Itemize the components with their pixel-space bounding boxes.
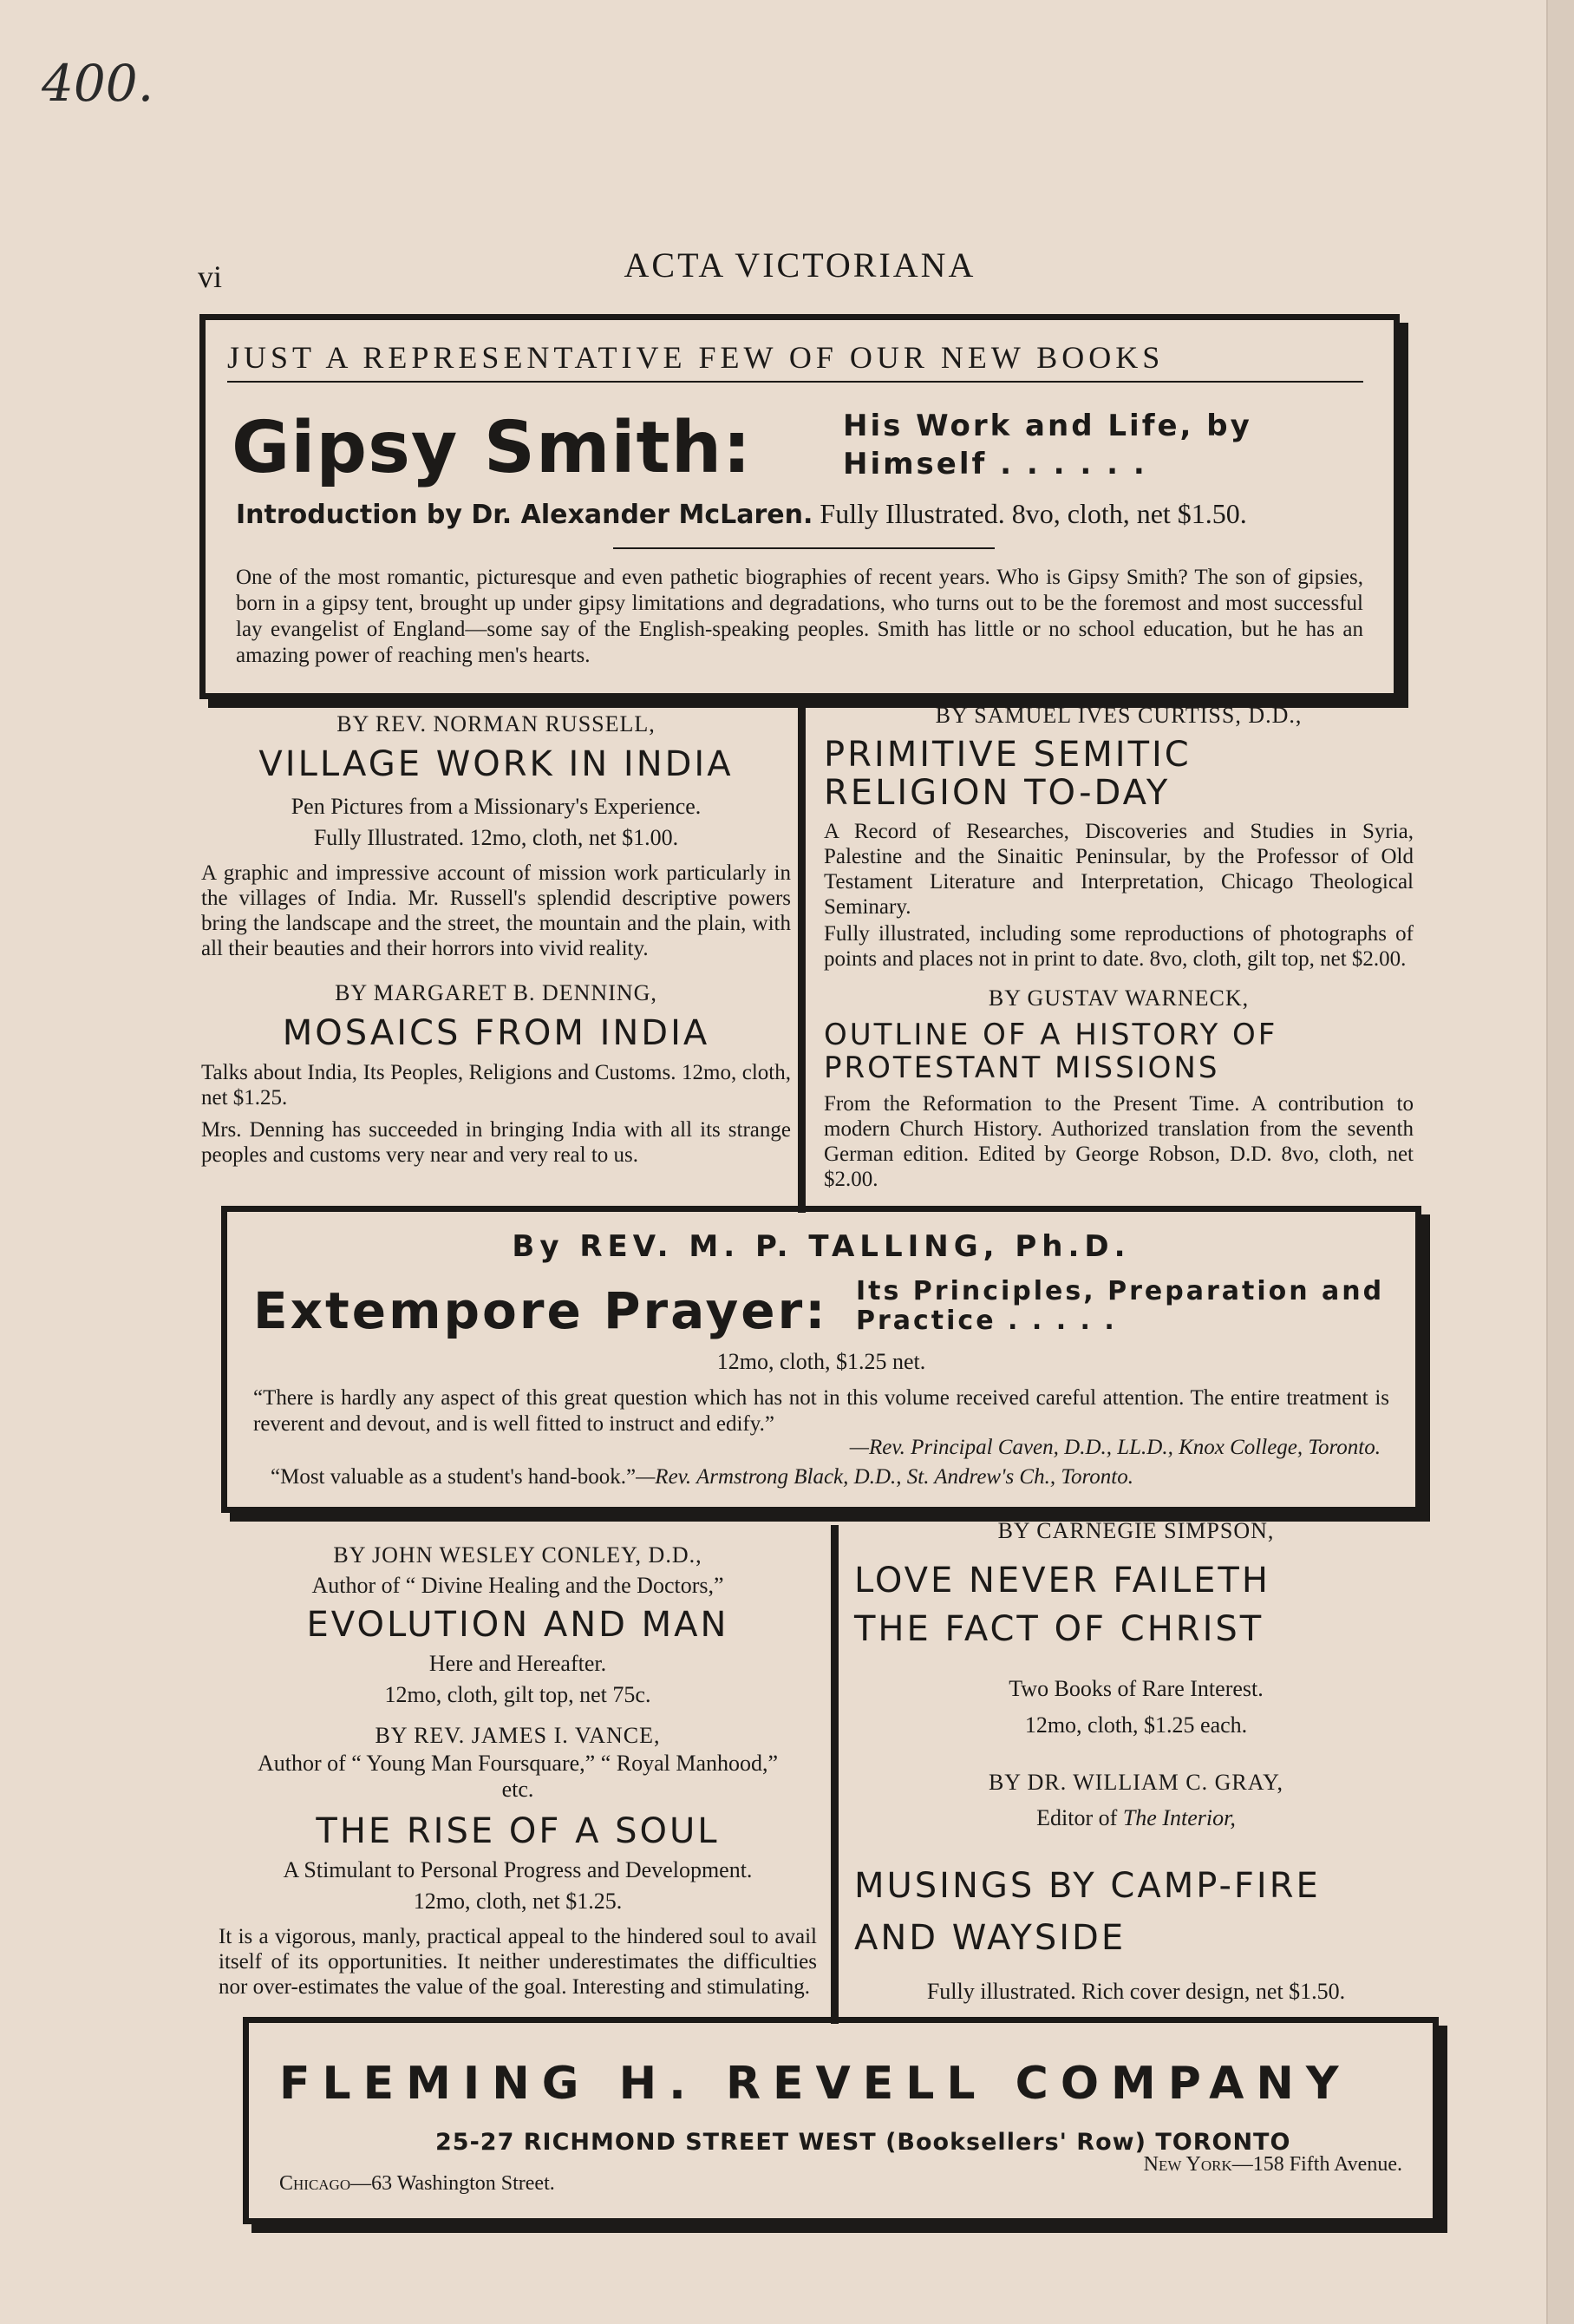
book-subtitle: His Work and Life, by Himself . . . . . .	[843, 409, 1252, 481]
review-attribution: —Rev. Armstrong Black, D.D., St. Andrew's Ch., Toronto.	[636, 1465, 1133, 1489]
book-title-line2: THE FACT OF CHRIST	[854, 1609, 1264, 1649]
book-title-line2: RELIGION TO-DAY	[824, 773, 1171, 813]
editor-prefix: Editor of	[1036, 1805, 1123, 1830]
book-title-line2: AND WAYSIDE	[854, 1918, 1127, 1958]
publisher-name: FLEMING H. REVELL COMPANY	[279, 2058, 1351, 2110]
author-credits: Author of “ Young Man Foursquare,” “ Royal Manhood,” etc.	[257, 1751, 779, 1802]
author-byline: BY REV. NORMAN RUSSELL,	[336, 711, 656, 736]
left-column-upper	[201, 711, 791, 1168]
intro-price: Fully Illustrated. 8vo, cloth, net $1.50.	[820, 498, 1247, 529]
left-column-lower	[219, 1542, 817, 2000]
author-byline: BY CARNEGIE SIMPSON,	[997, 1518, 1275, 1543]
book-subtitle: A Stimulant to Personal Progress and Development.	[283, 1857, 753, 1882]
book-price: Fully illustrated. Rich cover design, net $1.50.	[926, 1979, 1346, 2004]
publisher-box	[243, 2017, 1439, 2224]
author-credits: Author of “ Divine Healing and the Doctors,”	[311, 1573, 724, 1598]
book-subtitle: Its Principles, Preparation and Practice . . . . .	[856, 1276, 1385, 1336]
new-york-street: —158 Fifth Avenue.	[1231, 2153, 1402, 2176]
new-york-city: New York	[1143, 2153, 1232, 2176]
column-divider	[831, 1525, 839, 2024]
book-details: Fully illustrated, including some reproductions of photographs of points and places not in print to date. 8vo, cloth, gilt top, net $2.00.	[824, 922, 1414, 971]
running-head: ACTA VICTORIANA	[624, 245, 976, 285]
book-description: One of the most romantic, picturesque and even pathetic biographies of recent years. Who is Gipsy Smith? The son of gipsies, born in a gipsy tent, brought up under gipsy limitations and degradations, who turns out to be the foremost and most successful lay evangelist of England—some say of the English-speaking peoples. Smith has little or no school education, but he has an amazing power of reaching men's hearts.	[236, 566, 1363, 667]
author-byline: BY JOHN WESLEY CONLEY, D.D.,	[333, 1542, 702, 1568]
right-column-lower	[854, 1518, 1418, 2007]
publisher-address: 25-27 RICHMOND STREET WEST (Booksellers' Row) TORONTO	[435, 2129, 1291, 2156]
review-quote: “There is hardly any aspect of this great question which has not in this volume received careful attention. The entire treatment is reverent and devout, and is well fitted to instruct and edify.”	[253, 1386, 1389, 1436]
book-price: 12mo, cloth, gilt top, net 75c.	[384, 1682, 651, 1707]
book-description: From the Reformation to the Present Time. A contribution to modern Church History. Authorized translation from the seventh German edition. Edited by George Robson, D.D. 8vo, cloth, net $2.00.	[824, 1092, 1414, 1191]
intro-label: Introduction by Dr. Alexander McLaren.	[236, 500, 813, 530]
chicago-street: —63 Washington Street.	[350, 2172, 555, 2195]
author-byline: BY SAMUEL IVES CURTISS, D.D.,	[935, 703, 1303, 728]
right-column-upper	[824, 703, 1414, 1192]
page-number: vi	[198, 259, 223, 294]
handwritten-note: 400.	[42, 54, 154, 113]
column-divider	[798, 701, 806, 1213]
book-title: Gipsy Smith:	[232, 407, 752, 489]
chicago-address	[279, 2172, 555, 2196]
book-title: MOSAICS FROM INDIA	[282, 1013, 710, 1053]
book-price: 12mo, cloth, $1.25 net.	[716, 1349, 926, 1374]
editor-publication: The Interior,	[1122, 1805, 1236, 1830]
featured-book-box	[199, 314, 1400, 699]
book-title: VILLAGE WORK IN INDIA	[258, 744, 734, 784]
page-edge	[1546, 0, 1574, 2324]
book-subtitle: Talks about India, Its Peoples, Religions and Customs. 12mo, cloth, net $1.25.	[201, 1061, 791, 1110]
book-subtitle: Pen Pictures from a Missionary's Experience.	[291, 794, 702, 819]
book-title: EVOLUTION AND MAN	[306, 1605, 729, 1645]
author-byline: BY GUSTAV WARNECK,	[988, 985, 1250, 1011]
book-price: 12mo, cloth, $1.25 each.	[1024, 1712, 1248, 1738]
book-title: Extempore Prayer:	[253, 1281, 828, 1340]
review-quote: “Most valuable as a student's hand-book.”	[271, 1465, 637, 1489]
book-description: A graphic and impressive account of mission work particularly in the villages of India. Mr. Russell's splendid descriptive powers bring the landscape and the street, the mountain and the plain, with all their beauties and their horrors into vivid reality.	[201, 861, 791, 960]
book-subtitle: Two Books of Rare Interest.	[1009, 1676, 1264, 1701]
book-title-line1: PRIMITIVE SEMITIC	[824, 735, 1192, 775]
chicago-city: Chicago	[279, 2172, 351, 2195]
book-title: THE RISE OF A SOUL	[316, 1811, 720, 1851]
author-byline: BY DR. WILLIAM C. GRAY,	[988, 1770, 1284, 1795]
editor-credit	[854, 1803, 1418, 1834]
new-york-address	[1144, 2153, 1402, 2177]
book-title-line2: PROTESTANT MISSIONS	[824, 1051, 1220, 1085]
book-title-line1: LOVE NEVER FAILETH	[854, 1561, 1270, 1601]
author-byline: BY REV. JAMES I. VANCE,	[375, 1723, 661, 1748]
book-description: It is a vigorous, manly, practical appeal to the hindered soul to avail itself of its opportunities. It neither underestimates the difficulties nor over-estimates the value of the goal. Interesting and stimulating.	[219, 1925, 817, 1999]
divider	[613, 547, 995, 549]
book-description: Mrs. Denning has succeeded in bringing India with all its strange peoples and customs very near and very real to us.	[201, 1118, 791, 1167]
book-description: A Record of Researches, Discoveries and Studies in Syria, Palestine and the Sinaitic Peninsular, by the Professor of Old Testament Literature and Interpretation, Chicago Theological Seminary.	[824, 820, 1414, 919]
book-subtitle: Here and Hereafter.	[428, 1651, 607, 1676]
book-price: 12mo, cloth, net $1.25.	[413, 1889, 623, 1914]
book-title-line1: OUTLINE OF A HISTORY OF	[824, 1018, 1278, 1052]
author-byline: By REV. M. P. TALLING, Ph.D.	[512, 1229, 1131, 1264]
review-attribution: —Rev. Principal Caven, D.D., LL.D., Knox College, Toronto.	[849, 1436, 1381, 1459]
box-header: JUST A REPRESENTATIVE FEW OF OUR NEW BOOKS	[227, 339, 1363, 383]
featured-book-box	[221, 1206, 1421, 1513]
review-quote-line	[271, 1465, 1389, 1489]
book-title-line1: MUSINGS BY CAMP-FIRE	[854, 1866, 1321, 1906]
author-byline: BY MARGARET B. DENNING,	[335, 980, 657, 1005]
book-intro-line	[236, 498, 1247, 530]
book-price: Fully Illustrated. 12mo, cloth, net $1.00.	[313, 825, 679, 850]
